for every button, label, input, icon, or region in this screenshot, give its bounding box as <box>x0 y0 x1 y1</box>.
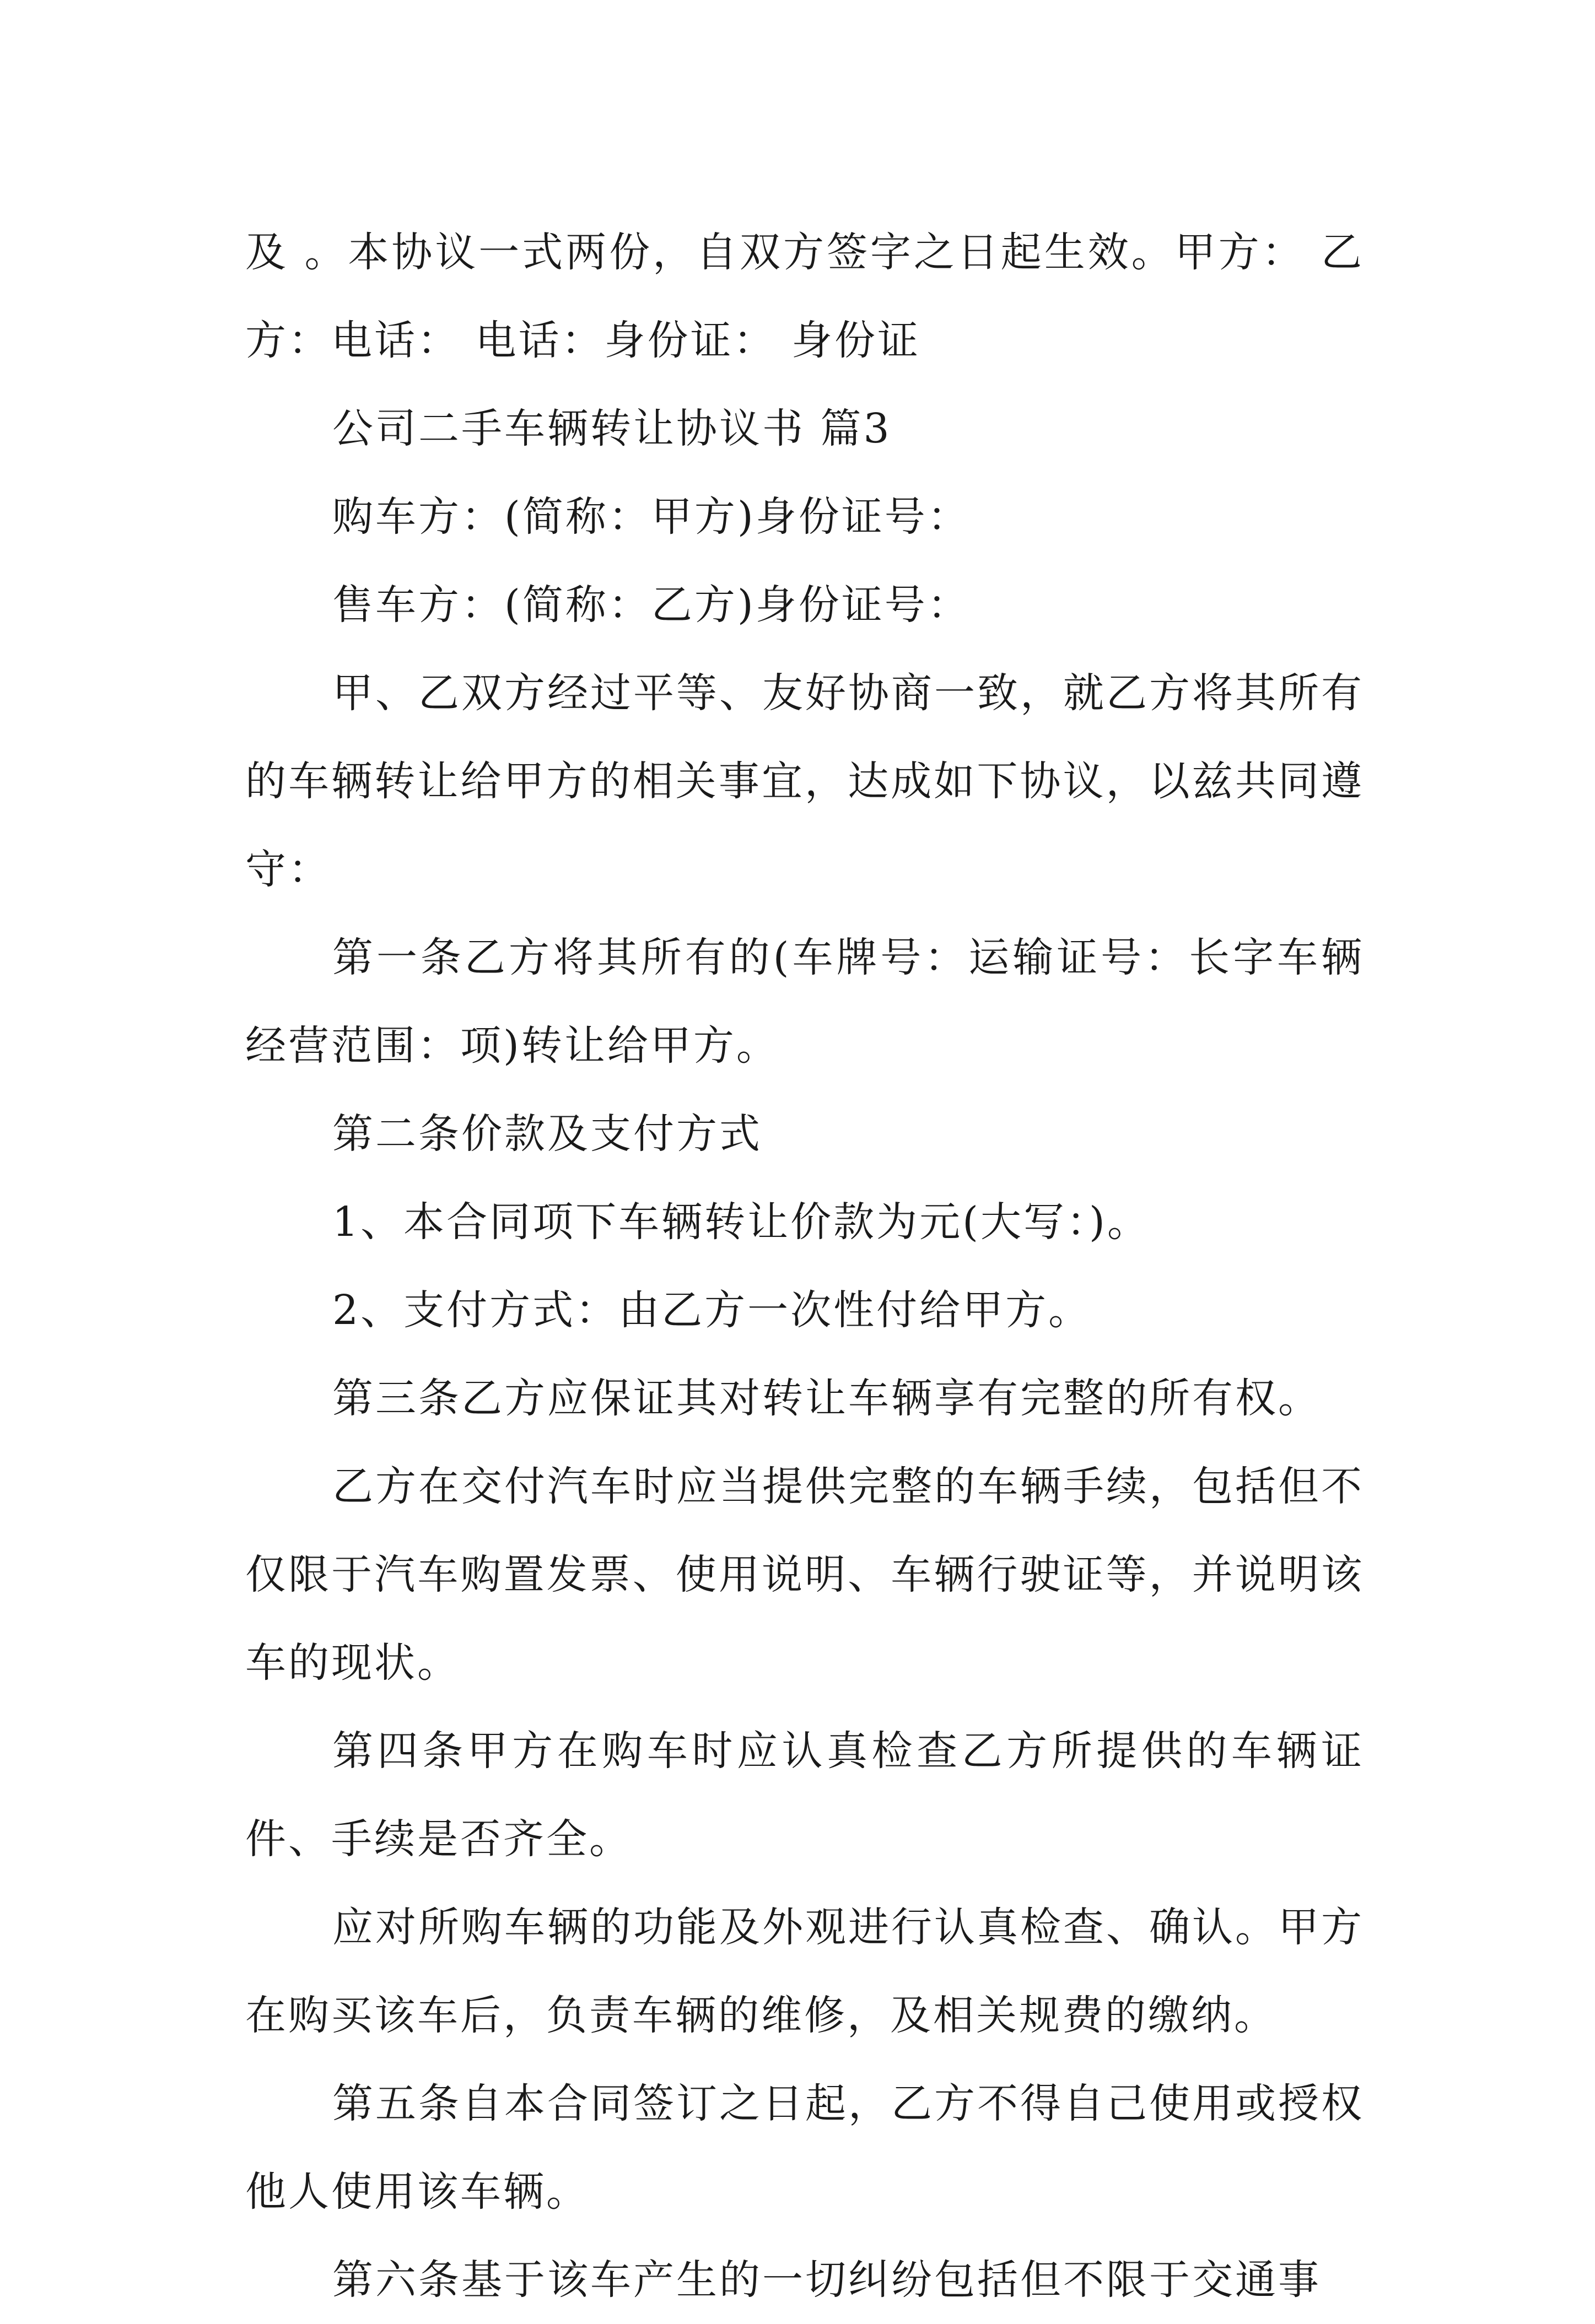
article-2-item-1: 1、本合同项下车辆转让价款为元(大写：)。 <box>332 1198 1150 1246</box>
article-3: 第三条乙方应保证其对转让车辆享有完整的所有权。 <box>332 1375 1321 1422</box>
document-body <box>245 208 1364 2324</box>
buyer-line: 购车方：(简称：甲方)身份证号： <box>332 493 971 541</box>
paragraph-continuation: 及 。本协议一式两份，自双方签字之日起生效。甲方： 乙方：电话： 电话：身份证： 身份证 <box>245 229 1364 364</box>
section-heading: 公司二手车辆转让协议书 篇3 <box>332 405 892 452</box>
seller-line: 售车方：(简称：乙方)身份证号： <box>332 581 971 629</box>
preamble-paragraph: 甲、乙双方经过平等、友好协商一致，就乙方将其所有的车辆转让给甲方的相关事宜，达成如下协议，以兹共同遵守： <box>245 669 1364 893</box>
article-3-detail: 乙方在交付汽车时应当提供完整的车辆手续，包括但不仅限于汽车购置发票、使用说明、车辆行驶证等，并说明该车的现状。 <box>245 1463 1364 1687</box>
article-1: 第一条乙方将其所有的(车牌号：运输证号：长字车辆经营范围：项)转让给甲方。 <box>245 934 1364 1069</box>
article-4-detail: 应对所购车辆的功能及外观进行认真检查、确认。甲方在购买该车后，负责车辆的维修，及相关规费的缴纳。 <box>245 1904 1364 2039</box>
article-2-heading: 第二条价款及支付方式 <box>332 1110 762 1158</box>
article-5: 第五条自本合同签订之日起，乙方不得自己使用或授权他人使用该车辆。 <box>245 2080 1364 2215</box>
article-6: 第六条基于该车产生的一切纠纷包括但不限于交通事 <box>332 2256 1321 2304</box>
article-4: 第四条甲方在购车时应认真检查乙方所提供的车辆证件、手续是否齐全。 <box>245 1727 1364 1863</box>
article-2-item-2: 2、支付方式：由乙方一次性付给甲方。 <box>332 1287 1092 1334</box>
